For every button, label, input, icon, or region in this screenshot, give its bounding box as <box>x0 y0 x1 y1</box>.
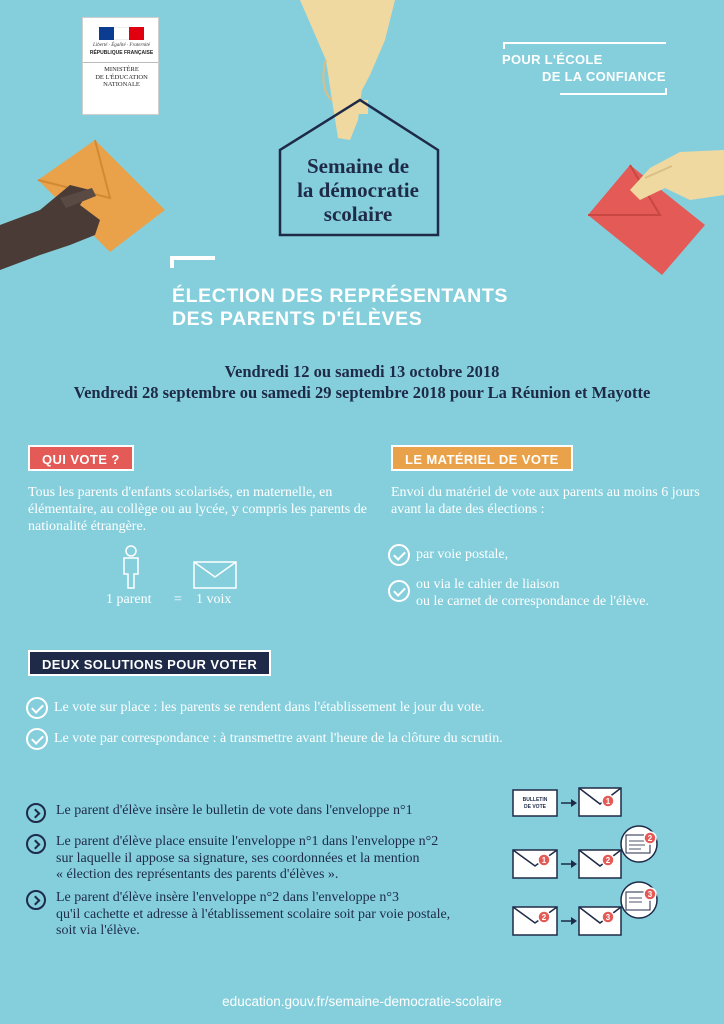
person-icon <box>120 544 142 590</box>
logo-ministry: MINISTÈRE DE L'ÉDUCATION NATIONALE <box>95 66 148 88</box>
solution-item: Le vote par correspondance : à transmettre avant l'heure de la clôture du scrutin. <box>26 728 503 750</box>
slogan: POUR L'ÉCOLE DE LA CONFIANCE <box>502 52 666 84</box>
svg-text:2: 2 <box>605 856 611 865</box>
top-hand-icon <box>300 0 395 140</box>
materiel-option: ou via le cahier de liaison ou le carnet de correspondance de l'élève. <box>388 576 649 610</box>
qui-vote-tag: QUI VOTE ? <box>28 445 134 471</box>
step-item: Le parent d'élève place ensuite l'enveloppe n°1 dans l'enveloppe n°2 sur laquelle il appose sa signature, ses coordonnées et la mention « élection des représentants des parents d'élèves ». <box>26 834 438 884</box>
svg-text:DE VOTE: DE VOTE <box>524 804 546 810</box>
check-icon <box>26 697 48 719</box>
header-illustration <box>0 0 724 300</box>
svg-text:1: 1 <box>541 856 547 865</box>
chevron-right-icon <box>26 834 46 854</box>
check-icon <box>26 728 48 750</box>
materiel-text: Envoi du matériel de vote aux parents au moins 6 jours avant la date des élections : <box>391 485 700 517</box>
check-icon <box>388 544 410 566</box>
logo-motto: Liberté · Égalité · Fraternité <box>93 43 150 48</box>
svg-text:2: 2 <box>647 834 653 843</box>
election-dates: Vendredi 12 ou samedi 13 octobre 2018 Vendredi 28 septembre ou samedi 29 septembre 2018 pour La Réunion et Mayotte <box>73 362 651 402</box>
chevron-right-icon <box>26 803 46 823</box>
envelope-icon <box>193 561 237 589</box>
right-hand-icon <box>630 150 724 200</box>
svg-text:3: 3 <box>605 913 611 922</box>
page-title: ÉLECTION DES REPRÉSENTANTS DES PARENTS D'ÉLÈVES <box>172 285 508 330</box>
solutions-tag: DEUX SOLUTIONS POUR VOTER <box>28 650 271 676</box>
parent-label: 1 parent <box>106 592 152 607</box>
svg-text:BULLETIN: BULLETIN <box>522 797 548 803</box>
check-icon <box>388 580 410 602</box>
footer-url[interactable]: education.gouv.fr/semaine-democratie-scolaire <box>222 994 502 1009</box>
week-title: Semaine de la démocratie scolaire <box>297 154 419 226</box>
svg-text:1: 1 <box>605 797 611 806</box>
logo-republic: RÉPUBLIQUE FRANÇAISE <box>89 50 154 56</box>
svg-text:3: 3 <box>647 890 653 899</box>
chevron-right-icon <box>26 890 46 910</box>
svg-text:2: 2 <box>541 913 547 922</box>
envelope-steps-illustration <box>508 780 668 945</box>
step-item: Le parent d'élève insère l'enveloppe n°2 dans l'enveloppe n°3 qu'il cachette et adresse à l'établissement scolaire soit par voie postale, soit via l'élève. <box>26 890 450 940</box>
vote-label: 1 voix <box>196 592 232 607</box>
equals-sign: = <box>174 592 182 607</box>
materiel-option: par voie postale, <box>388 544 508 566</box>
step-item: Le parent d'élève insère le bulletin de vote dans l'enveloppe n°1 <box>26 803 413 823</box>
qui-vote-text: Tous les parents d'enfants scolarisés, en maternelle, en élémentaire, au collège ou au lycée, y compris les parents de nationalité étrangère. <box>28 485 367 534</box>
materiel-tag: LE MATÉRIEL DE VOTE <box>391 445 573 471</box>
left-hand-icon <box>0 185 100 270</box>
solution-item: Le vote sur place : les parents se rendent dans l'établissement le jour du vote. <box>26 697 485 719</box>
